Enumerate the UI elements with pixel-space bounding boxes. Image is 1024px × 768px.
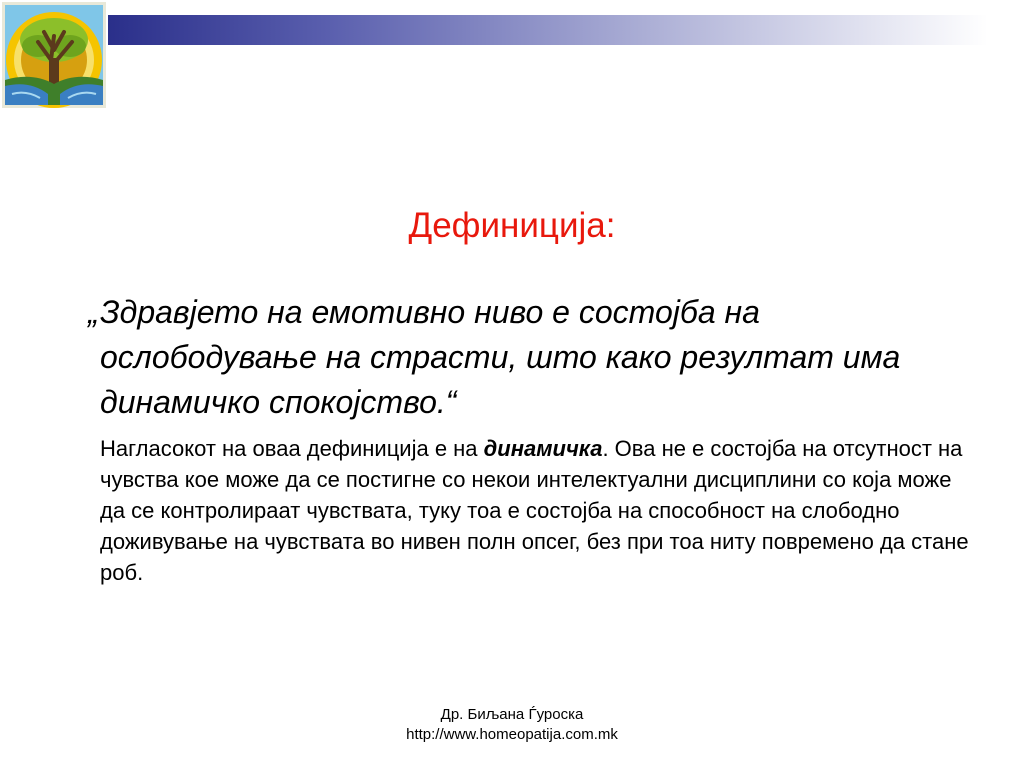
footer-author: Др. Биљана Ѓуроска bbox=[440, 706, 584, 723]
body-emphasis: динамичка bbox=[483, 436, 603, 461]
body-text-before: Нагласокот на оваа дефиниција е на bbox=[100, 436, 484, 461]
footer bbox=[0, 705, 1024, 745]
slide-title: Дефиниција: bbox=[408, 206, 616, 245]
opening-quote-mark: „ bbox=[88, 294, 99, 330]
quote-text: Здравјето на емотивно ниво е состојба на ослободување на страсти, што како резултат има динамичко спокојство.“ bbox=[100, 294, 901, 420]
header-gradient-bar bbox=[108, 15, 988, 45]
footer-url: http://www.homeopatija.com.mk bbox=[406, 726, 618, 743]
tree-sun-logo-icon bbox=[2, 2, 106, 108]
explanation-paragraph bbox=[100, 433, 970, 588]
body-text-after: . Ова не е состојба на отсутност на чувства кое може да се постигне со некои интелектуални дисциплини со која може да се контролираат чувствата, туку тоа е состојба на способност на слободно доживување на чувствата во нивен полн опсег, без при тоа ниту повремено да стане роб. bbox=[100, 436, 969, 585]
definition-quote bbox=[88, 290, 960, 425]
